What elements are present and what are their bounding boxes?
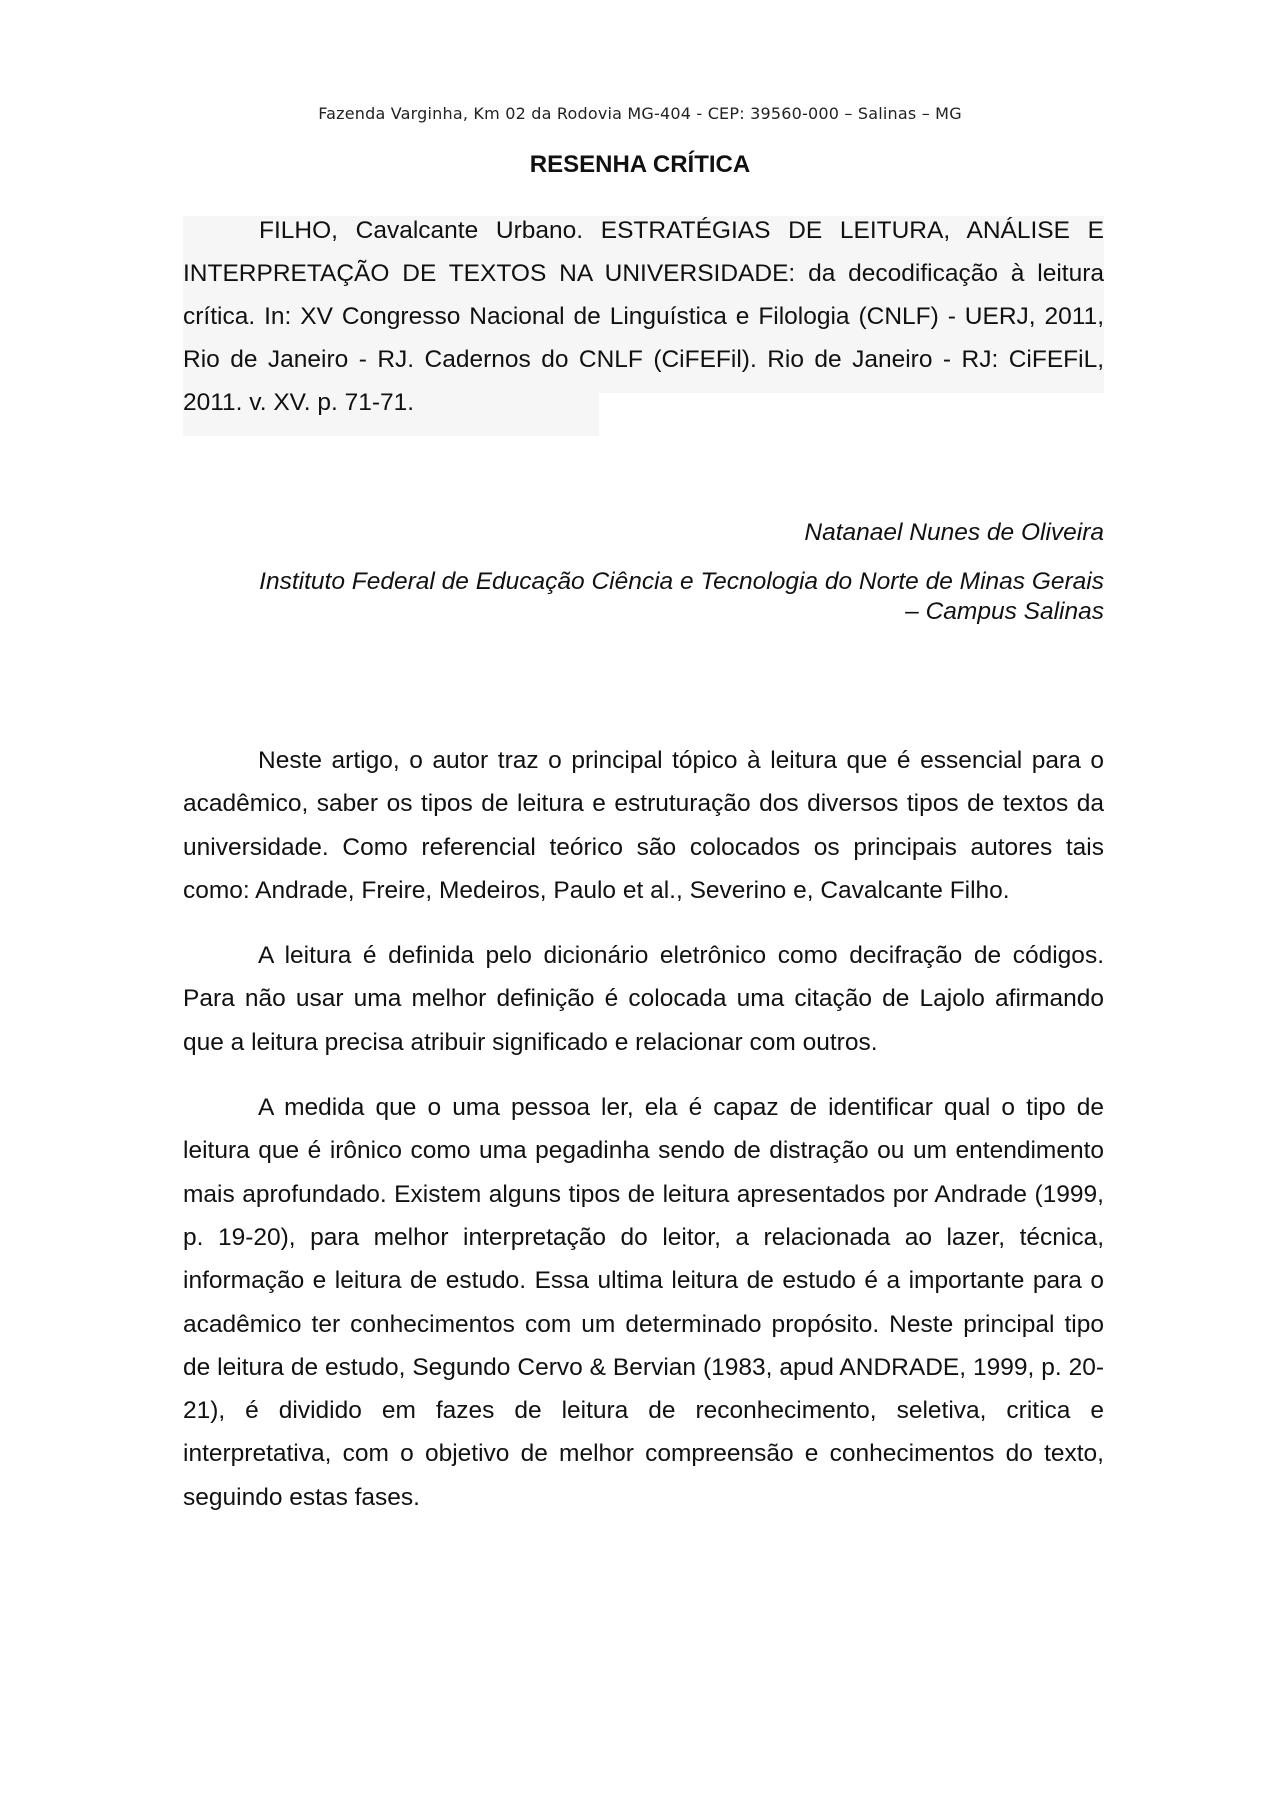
document-title: RESENHA CRÍTICA bbox=[529, 151, 751, 178]
bibliographic-reference: FILHO, Cavalcante Urbano. ESTRATÉGIAS DE LEITURA, ANÁLISE E INTERPRETAÇÃO DE TEXTOS NA UNIVERSIDADE: da decodificação à leitura crítica. In: XV Congresso Nacional de Linguística e Filologia (CNLF) - UERJ, 2011, Rio de Janeiro - RJ. Cadernos do CNLF (CiFEFil). Rio de Janeiro - RJ: CiFEFiL, 2011. v. XV. p. 71-71. bbox=[183, 217, 1104, 416]
institution-line-2: – Campus Salinas bbox=[905, 598, 1104, 625]
institution-line-1: Instituto Federal de Educação Ciência e Tecnologia do Norte de Minas Gerais bbox=[259, 568, 1104, 595]
body-paragraph: A medida que o uma pessoa ler, ela é capaz de identificar qual o tipo de leitura que é irônico como uma pegadinha sendo de distração ou um entendimento mais aprofundado. Existem alguns tipos de leitura apresentados por Andrade (1999, p. 19-20), para melhor interpretação do leitor, a relacionada ao lazer, técnica, informação e leitura de estudo. Essa ultima leitura de estudo é a importante para o acadêmico ter conhecimentos com um determinado propósito. Neste principal tipo de leitura de estudo, Segundo Cervo & Bervian (1983, apud ANDRADE, 1999, p. 20- 21), é dividido em fazes de leitura de reconhecimento, seletiva, critica e interpretativa, com o objetivo de melhor compreensão e conhecimentos do texto, seguindo estas fases. bbox=[183, 1094, 1104, 1511]
author-institution bbox=[183, 567, 1104, 627]
body-paragraph: Neste artigo, o autor traz o principal tópico à leitura que é essencial para o acadêmico, saber os tipos de leitura e estruturação dos diversos tipos de textos da universidade. Como referencial teórico são colocados os principais autores tais como: Andrade, Freire, Medeiros, Paulo et al., Severino e, Cavalcante Filho. bbox=[183, 747, 1104, 904]
header-address: Fazenda Varginha, Km 02 da Rodovia MG-404 - CEP: 39560-000 – Salinas – MG bbox=[318, 104, 962, 123]
body-paragraph: A leitura é definida pelo dicionário eletrônico como decifração de códigos. Para não usar uma melhor definição é colocada uma citação de Lajolo afirmando que a leitura precisa atribuir significado e relacionar com outros. bbox=[183, 942, 1104, 1056]
author-name: Natanael Nunes de Oliveira bbox=[804, 519, 1104, 546]
review-body bbox=[183, 739, 1104, 1541]
